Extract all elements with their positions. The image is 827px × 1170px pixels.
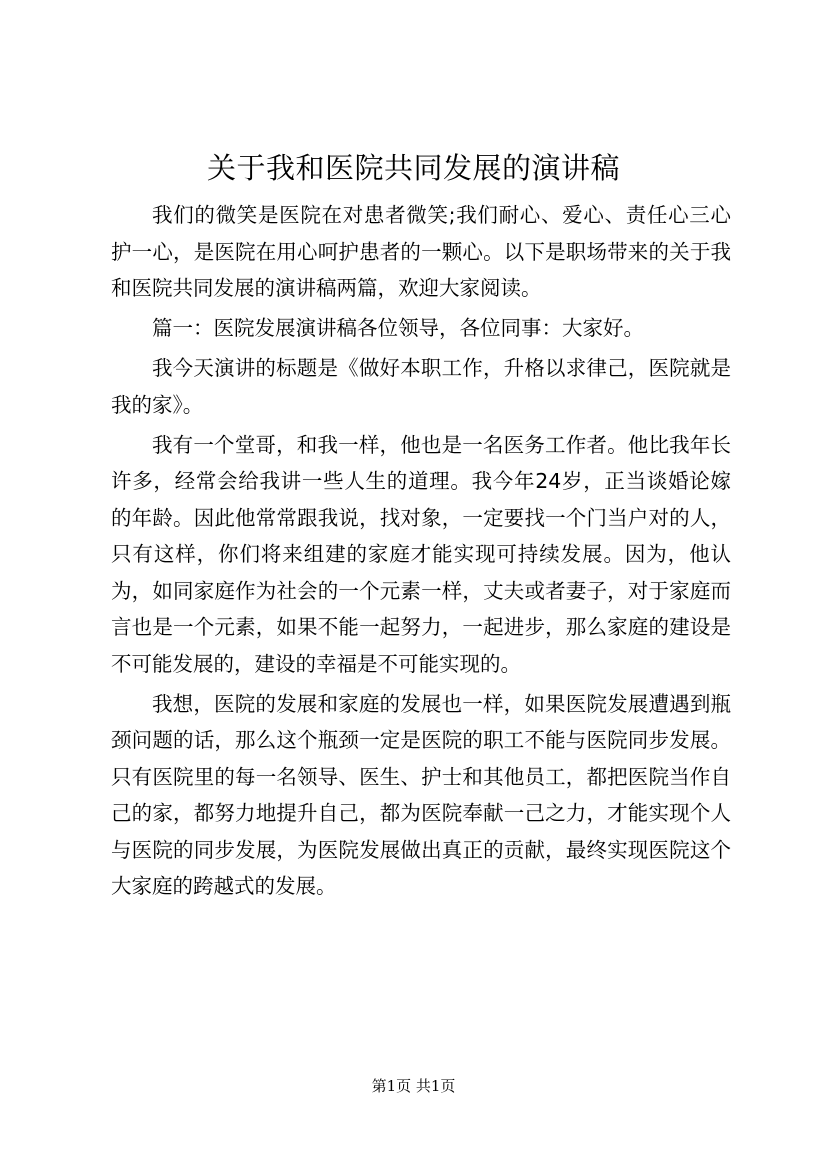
paragraph-hospital-development: 我想，医院的发展和家庭的发展也一样，如果医院发展遭遇到瓶颈问题的话，那么这个瓶颈一定是医院的职工不能与医院同步发展。只有医院里的每一名领导、医生、护士和其他员工，都把医院当作自己的家，都努力地提升自己，都为医院奉献一己之力，才能实现个人与医院的同步发展，为医院发展做出真正的贡献，最终实现医院这个大家庭的跨越式的发展。 — [111, 691, 731, 898]
page-footer: 第1页 共1页 — [371, 1077, 456, 1095]
paragraph-cousin-story: 我有一个堂哥，和我一样，他也是一名医务工作者。他比我年长许多，经常会给我讲一些人生的道理。我今年24岁，正当谈婚论嫁的年龄。因此他常常跟我说，找对象，一定要找一个门当户对的人，只有这样，你们将来组建的家庭才能实现可持续发展。因为，他认为，如同家庭作为社会的一个元素一样，丈夫或者妻子，对于家庭而言也是一个元素，如果不能一起努力，一起进步，那么家庭的建设是不可能发展的，建设的幸福是不可能实现的。 — [111, 432, 731, 676]
paragraph-section-one-heading: 篇一：医院发展演讲稿各位领导，各位同事：大家好。 — [152, 316, 644, 340]
paragraph-intro: 我们的微笑是医院在对患者微笑;我们耐心、爱心、责任心三心护一心，是医院在用心呵护患者的一颗心。以下是职场带来的关于我和医院共同发展的演讲稿两篇，欢迎大家阅读。 — [111, 203, 731, 300]
document-body — [111, 197, 731, 908]
document-title: 关于我和医院共同发展的演讲稿 — [206, 151, 620, 185]
paragraph-speech-title: 我今天演讲的标题是《做好本职工作，升格以求律己，医院就是我的家》。 — [111, 356, 731, 417]
